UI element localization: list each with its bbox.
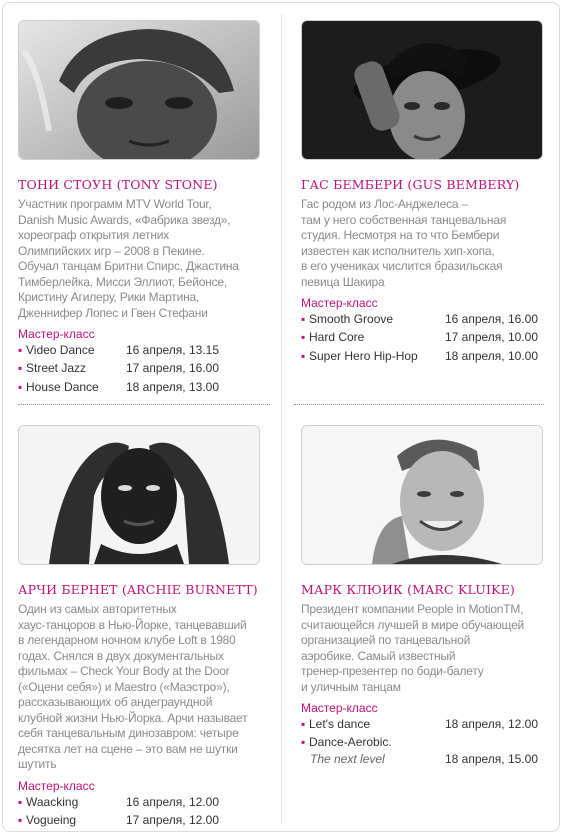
person-name: ГАС БЕМБЕРИ (GUS BEMBERY)	[301, 177, 520, 192]
class-date: 17 апреля, 16.00	[126, 361, 219, 376]
person-card-gus-bembery	[301, 20, 553, 367]
master-class-list	[301, 312, 553, 367]
person-card-marc-kluike	[301, 425, 553, 771]
master-class-list	[301, 717, 553, 771]
class-date: 16 апреля, 16.00	[445, 312, 538, 326]
row-separator-left	[18, 404, 270, 405]
master-class-label: Мастер-класс	[301, 296, 378, 310]
class-date: 18 апреля, 15.00	[445, 752, 538, 767]
class-item: ▪ Let's dance 18 апреля, 12.00	[301, 717, 538, 731]
class-name: Vogueing	[26, 812, 77, 827]
class-name: House Dance	[26, 379, 99, 394]
person-name: МАРК КЛЮИК (MARC KLUIKE)	[301, 582, 516, 597]
person-card-tony-stone	[18, 20, 270, 398]
class-name: Street Jazz	[26, 361, 87, 376]
person-bio: Участник программ MTV World Tour, Danish Music Awards, «Фабрика звезд», хореограф открытия летних Олимпийских игр – 2008 в Пекине. Обучал танцам Бритни Спирс, Джастина Тимберлейка, Мисси Эллиот, Бейонсе, Кристину Агилеру, Рики Мартина, Дженнифер Лопес и Гвен Стефани	[18, 197, 239, 320]
class-name: Dance-Aerobic.	[309, 735, 392, 750]
person-name: ТОНИ СТОУН (TONY STONE)	[18, 177, 218, 192]
portrait-man-in-cap-icon	[19, 21, 259, 159]
class-item: ▪ Video Dance 16 апреля, 13.15	[18, 343, 219, 357]
class-name: Smooth Groove	[309, 312, 394, 326]
class-name: Waacking	[26, 794, 79, 809]
class-date: 18 апреля, 12.00	[445, 717, 538, 731]
class-name: Hard Core	[309, 330, 365, 345]
class-date: 17 апреля, 12.00	[126, 812, 219, 827]
person-bio: Президент компании People in MotionTM, считающейся лучшей в мире обучающей организацией по танцевальной аэробике. Самый известный тренер-презентер по боди-балету и уличным танцам	[301, 602, 525, 694]
class-item: ▪ Dance-Aerobic. The next level 18 апреля, 15.00	[301, 735, 538, 767]
class-name: Super Hero Hip-Hop	[309, 348, 418, 363]
column-divider	[281, 14, 282, 824]
person-name: АРЧИ БЕРНЕТ (ARCHIE BURNETT)	[18, 582, 258, 597]
class-item: ▪ Waacking 16 апреля, 12.00	[18, 794, 219, 809]
portrait-photo	[18, 20, 260, 160]
person-bio: Гас родом из Лос-Анджелеса – там у него собственная танцевальная студия. Несмотря на то что Бембери известен как исполнитель хип-хопа, в его учениках числится бразильская певица Шакира	[301, 197, 507, 289]
class-name: Video Dance	[26, 343, 95, 357]
class-item: ▪ Super Hero Hip-Hop 18 апреля, 10.00	[301, 348, 538, 363]
master-class-list	[18, 343, 270, 398]
master-class-list	[18, 795, 270, 832]
master-class-label: Мастер-класс	[301, 701, 378, 715]
master-class-label: Мастер-класс	[18, 778, 95, 793]
class-item: ▪ House Dance 18 апреля, 13.00	[18, 379, 219, 394]
portrait-photo	[301, 425, 543, 565]
portrait-man-in-hat-icon	[302, 21, 542, 159]
class-name: Let's dance	[309, 717, 371, 731]
class-item: ▪ Hard Core 17 апреля, 10.00	[301, 330, 538, 345]
class-subtitle: The next level	[310, 752, 385, 767]
class-date: 17 апреля, 10.00	[445, 330, 538, 345]
row-separator-right	[294, 404, 544, 405]
class-date: 18 апреля, 10.00	[445, 348, 538, 363]
class-date: 18 апреля, 13.00	[126, 379, 219, 394]
class-item: ▪ Vogueing 17 апреля, 12.00	[18, 812, 219, 827]
class-item: ▪ Smooth Groove 16 апреля, 16.00	[301, 312, 538, 326]
portrait-photo	[18, 425, 260, 565]
person-bio: Один из самых авторитетных хаус-танцоров в Нью-Йорке, танцевавший в легендарном ночном клубе Loft в 1980 годах. Снялся в двух документальных фильмах – Check Your Body at the Door («Оцени себя») и Maestro («Маэстро»), рассказывающих об андеграундной клубной жизни Нью-Йорка. Арчи называет себя танцевальным динозавром: четыре десятка лет на сцене – это вам не шутки шутить	[18, 602, 248, 771]
portrait-man-hands-on-head-icon	[19, 426, 259, 564]
person-card-archie-burnett	[18, 425, 270, 831]
portrait-photo	[301, 20, 543, 160]
class-date: 16 апреля, 12.00	[126, 794, 219, 809]
portrait-man-smiling-icon	[302, 426, 542, 564]
master-class-label: Мастер-класс	[18, 327, 95, 341]
class-date: 16 апреля, 13.15	[126, 343, 219, 357]
class-item: ▪ Street Jazz 17 апреля, 16.00	[18, 361, 219, 376]
